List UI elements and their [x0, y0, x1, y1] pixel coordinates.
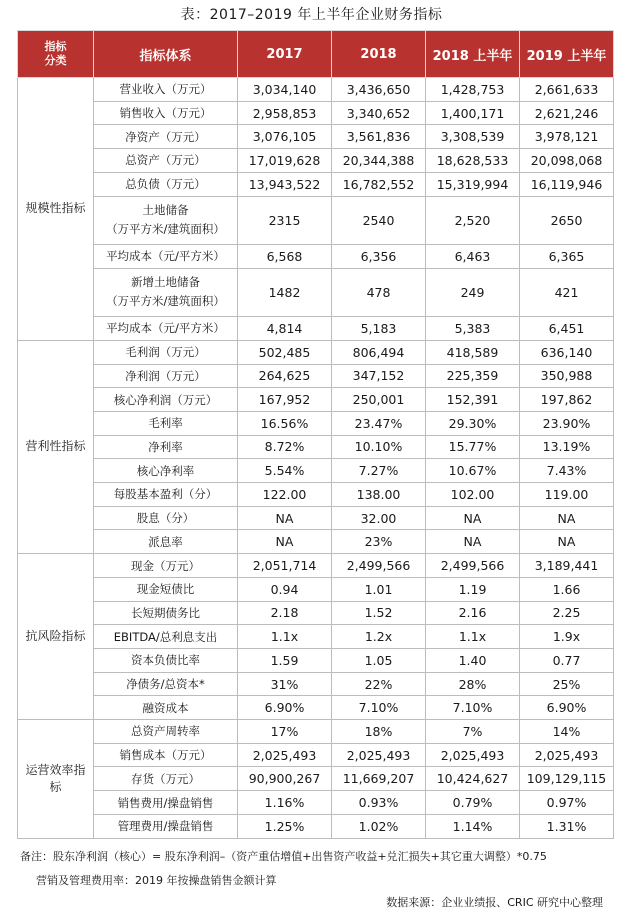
value-cell: 3,189,441 — [520, 554, 614, 578]
value-cell: 478 — [332, 268, 426, 316]
table-row — [18, 435, 614, 459]
table-row — [18, 648, 614, 672]
indicator-label: 核心净利润（万元） — [94, 388, 238, 412]
value-cell: 1.59 — [238, 648, 332, 672]
value-cell: NA — [520, 530, 614, 554]
table-title: 表：2017–2019 年上半年企业财务指标 — [180, 7, 443, 23]
table-row — [18, 101, 614, 125]
table-row — [18, 577, 614, 601]
value-cell: 7.43% — [520, 459, 614, 483]
table-row — [18, 78, 614, 102]
value-cell: 0.77 — [520, 648, 614, 672]
value-cell: 17,019,628 — [238, 149, 332, 173]
table-row — [18, 767, 614, 791]
value-cell: 1.05 — [332, 648, 426, 672]
value-cell: 1.1x — [426, 625, 520, 649]
value-cell: 2,621,246 — [520, 101, 614, 125]
value-cell: 18% — [332, 720, 426, 744]
value-cell: 16,782,552 — [332, 172, 426, 196]
value-cell: 1.40 — [426, 648, 520, 672]
category-cell: 运营效率指标 — [18, 720, 94, 839]
table-row — [18, 388, 614, 412]
value-cell: 6,451 — [520, 317, 614, 341]
value-cell: 2,499,566 — [332, 554, 426, 578]
value-cell: 225,359 — [426, 364, 520, 388]
header-2017: 2017 — [238, 31, 332, 78]
indicator-label: 派息率 — [94, 530, 238, 554]
table-row — [18, 483, 614, 507]
value-cell: 1.14% — [426, 814, 520, 838]
value-cell: 25% — [520, 672, 614, 696]
value-cell: 23.90% — [520, 411, 614, 435]
indicator-label: 净资产（万元） — [94, 125, 238, 149]
value-cell: 1.19 — [426, 577, 520, 601]
value-cell: 806,494 — [332, 340, 426, 364]
indicator-label: 销售成本（万元） — [94, 743, 238, 767]
indicator-label: 销售收入（万元） — [94, 101, 238, 125]
value-cell: 1.1x — [238, 625, 332, 649]
header-system: 指标体系 — [94, 31, 238, 78]
value-cell: 2,499,566 — [426, 554, 520, 578]
indicator-label: 净债务/总资本* — [94, 672, 238, 696]
value-cell: 1.2x — [332, 625, 426, 649]
value-cell: 197,862 — [520, 388, 614, 412]
value-cell: 22% — [332, 672, 426, 696]
value-cell: 23% — [332, 530, 426, 554]
table-body — [18, 78, 614, 839]
indicator-label: 营业收入（万元） — [94, 78, 238, 102]
indicator-label: 总资产（万元） — [94, 149, 238, 173]
value-cell: 102.00 — [426, 483, 520, 507]
value-cell: 8.72% — [238, 435, 332, 459]
value-cell: 29.30% — [426, 411, 520, 435]
indicator-label: 股息（分） — [94, 506, 238, 530]
value-cell: 0.93% — [332, 791, 426, 815]
header-row — [18, 31, 614, 78]
indicator-label: 管理费用/操盘销售 — [94, 814, 238, 838]
value-cell: NA — [238, 506, 332, 530]
value-cell: 119.00 — [520, 483, 614, 507]
value-cell: 18,628,533 — [426, 149, 520, 173]
value-cell: 5,183 — [332, 317, 426, 341]
table-row — [18, 149, 614, 173]
value-cell: 13.19% — [520, 435, 614, 459]
value-cell: 6,356 — [332, 244, 426, 268]
value-cell: 7.10% — [332, 696, 426, 720]
value-cell: 1.25% — [238, 814, 332, 838]
value-cell: 2,025,493 — [426, 743, 520, 767]
value-cell: 350,988 — [520, 364, 614, 388]
value-cell: 421 — [520, 268, 614, 316]
value-cell: 10.67% — [426, 459, 520, 483]
value-cell: 5,383 — [426, 317, 520, 341]
table-row — [18, 268, 614, 316]
table-row — [18, 506, 614, 530]
value-cell: 250,001 — [332, 388, 426, 412]
value-cell: 7% — [426, 720, 520, 744]
value-cell: 15.77% — [426, 435, 520, 459]
value-cell: 6.90% — [520, 696, 614, 720]
indicator-label: 净利率 — [94, 435, 238, 459]
indicator-label: EBITDA/总利息支出 — [94, 625, 238, 649]
indicator-label: 现金短债比 — [94, 577, 238, 601]
value-cell: 16,119,946 — [520, 172, 614, 196]
indicator-label: 平均成本（元/平方米） — [94, 317, 238, 341]
value-cell: 28% — [426, 672, 520, 696]
value-cell: 418,589 — [426, 340, 520, 364]
indicator-label: 土地储备 （万平方米/建筑面积） — [94, 196, 238, 244]
category-cell: 抗风险指标 — [18, 554, 94, 720]
header-2019h1: 2019 上半年 — [520, 31, 614, 78]
value-cell: 2,025,493 — [520, 743, 614, 767]
value-cell: 109,129,115 — [520, 767, 614, 791]
value-cell: 15,319,994 — [426, 172, 520, 196]
value-cell: NA — [238, 530, 332, 554]
value-cell: 7.10% — [426, 696, 520, 720]
value-cell: 6,463 — [426, 244, 520, 268]
table-row — [18, 340, 614, 364]
value-cell: 167,952 — [238, 388, 332, 412]
value-cell: 3,308,539 — [426, 125, 520, 149]
indicator-label: 总资产周转率 — [94, 720, 238, 744]
value-cell: 2,520 — [426, 196, 520, 244]
indicator-label: 毛利润（万元） — [94, 340, 238, 364]
footnote-core-profit: 备注：股东净利润（核心）= 股东净利润–（资产重估增值+出售资产收益+兑汇损失+其它重大调整）*0.75 — [20, 850, 547, 863]
value-cell: 20,344,388 — [332, 149, 426, 173]
indicator-label: 存货（万元） — [94, 767, 238, 791]
value-cell: 122.00 — [238, 483, 332, 507]
value-cell: 16.56% — [238, 411, 332, 435]
value-cell: 2,025,493 — [238, 743, 332, 767]
value-cell: 6,365 — [520, 244, 614, 268]
indicator-label: 长短期债务比 — [94, 601, 238, 625]
value-cell: 1,400,171 — [426, 101, 520, 125]
value-cell: 5.54% — [238, 459, 332, 483]
value-cell: 3,978,121 — [520, 125, 614, 149]
value-cell: 1.66 — [520, 577, 614, 601]
value-cell: 1.52 — [332, 601, 426, 625]
indicator-label: 净利润（万元） — [94, 364, 238, 388]
indicator-label: 每股基本盈利（分） — [94, 483, 238, 507]
table-row — [18, 625, 614, 649]
table-row — [18, 814, 614, 838]
table-row — [18, 720, 614, 744]
value-cell: 1.02% — [332, 814, 426, 838]
table-row — [18, 244, 614, 268]
value-cell: 3,436,650 — [332, 78, 426, 102]
value-cell: 4,814 — [238, 317, 332, 341]
table-row — [18, 791, 614, 815]
value-cell: NA — [520, 506, 614, 530]
value-cell: 2315 — [238, 196, 332, 244]
value-cell: 6,568 — [238, 244, 332, 268]
value-cell: 2.16 — [426, 601, 520, 625]
indicator-label: 毛利率 — [94, 411, 238, 435]
value-cell: 3,561,836 — [332, 125, 426, 149]
table-row — [18, 743, 614, 767]
indicator-label: 现金（万元） — [94, 554, 238, 578]
value-cell: 3,076,105 — [238, 125, 332, 149]
value-cell: 502,485 — [238, 340, 332, 364]
value-cell: 138.00 — [332, 483, 426, 507]
header-category: 指标 分类 — [18, 31, 94, 78]
footnote-expense-rate: 营销及管理费用率：2019 年按操盘销售金额计算 — [36, 874, 277, 887]
value-cell: 17% — [238, 720, 332, 744]
table-row — [18, 696, 614, 720]
header-2018h1: 2018 上半年 — [426, 31, 520, 78]
value-cell: 347,152 — [332, 364, 426, 388]
value-cell: 1.9x — [520, 625, 614, 649]
value-cell: 152,391 — [426, 388, 520, 412]
value-cell: 10.10% — [332, 435, 426, 459]
data-source: 数据来源：企业业绩报、CRIC 研究中心整理 — [386, 896, 603, 909]
value-cell: 249 — [426, 268, 520, 316]
indicator-label: 销售费用/操盘销售 — [94, 791, 238, 815]
value-cell: 11,669,207 — [332, 767, 426, 791]
value-cell: 10,424,627 — [426, 767, 520, 791]
value-cell: 90,900,267 — [238, 767, 332, 791]
value-cell: NA — [426, 530, 520, 554]
table-row — [18, 530, 614, 554]
value-cell: 2650 — [520, 196, 614, 244]
value-cell: 0.94 — [238, 577, 332, 601]
financial-indicators-table — [17, 30, 614, 839]
table-row — [18, 411, 614, 435]
value-cell: 1.31% — [520, 814, 614, 838]
value-cell: 2,958,853 — [238, 101, 332, 125]
value-cell: 1,428,753 — [426, 78, 520, 102]
table-row — [18, 172, 614, 196]
value-cell: 1.01 — [332, 577, 426, 601]
category-cell: 营利性指标 — [18, 340, 94, 553]
value-cell: 2.25 — [520, 601, 614, 625]
indicator-label: 总负债（万元） — [94, 172, 238, 196]
value-cell: 2540 — [332, 196, 426, 244]
value-cell: 0.79% — [426, 791, 520, 815]
value-cell: 23.47% — [332, 411, 426, 435]
value-cell: 2,051,714 — [238, 554, 332, 578]
table-row — [18, 364, 614, 388]
value-cell: 3,340,652 — [332, 101, 426, 125]
value-cell: 0.97% — [520, 791, 614, 815]
value-cell: 7.27% — [332, 459, 426, 483]
value-cell: 3,034,140 — [238, 78, 332, 102]
table-row — [18, 601, 614, 625]
value-cell: 264,625 — [238, 364, 332, 388]
value-cell: 32.00 — [332, 506, 426, 530]
value-cell: 14% — [520, 720, 614, 744]
value-cell: 1.16% — [238, 791, 332, 815]
table-row — [18, 125, 614, 149]
header-2018: 2018 — [332, 31, 426, 78]
value-cell: 31% — [238, 672, 332, 696]
value-cell: 1482 — [238, 268, 332, 316]
indicator-label: 融资成本 — [94, 696, 238, 720]
value-cell: NA — [426, 506, 520, 530]
table-row — [18, 554, 614, 578]
table-row — [18, 672, 614, 696]
indicator-label: 平均成本（元/平方米） — [94, 244, 238, 268]
table-row — [18, 459, 614, 483]
indicator-label: 核心净利率 — [94, 459, 238, 483]
indicator-label: 资本负债比率 — [94, 648, 238, 672]
category-cell: 规模性指标 — [18, 78, 94, 341]
value-cell: 2,025,493 — [332, 743, 426, 767]
table-row — [18, 317, 614, 341]
value-cell: 20,098,068 — [520, 149, 614, 173]
table-row — [18, 196, 614, 244]
indicator-label: 新增土地储备 （万平方米/建筑面积） — [94, 268, 238, 316]
value-cell: 2.18 — [238, 601, 332, 625]
value-cell: 2,661,633 — [520, 78, 614, 102]
value-cell: 636,140 — [520, 340, 614, 364]
value-cell: 13,943,522 — [238, 172, 332, 196]
value-cell: 6.90% — [238, 696, 332, 720]
